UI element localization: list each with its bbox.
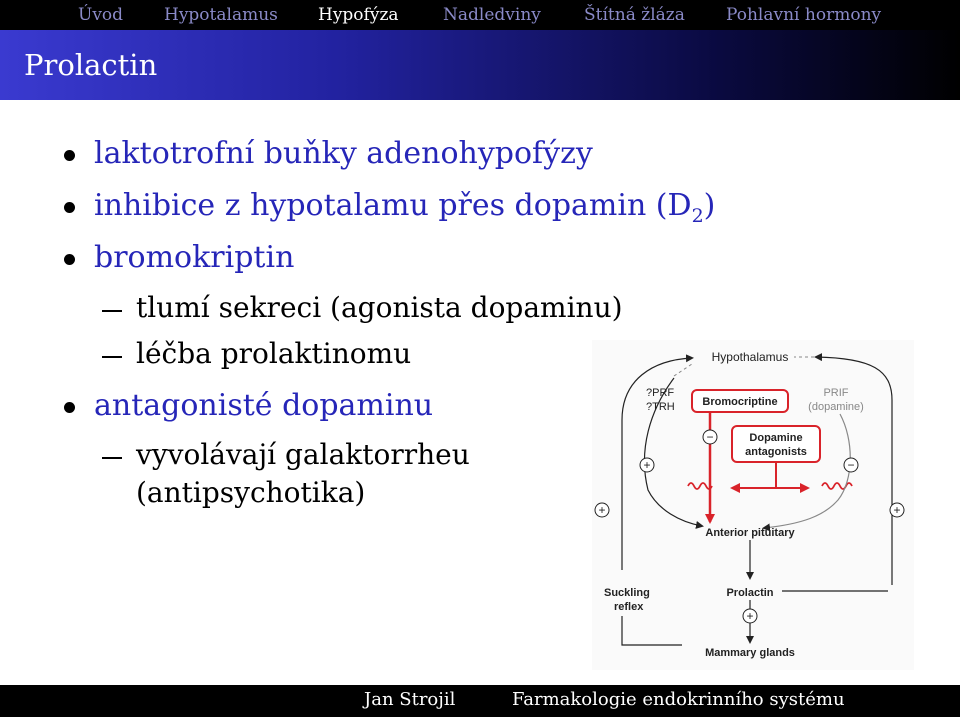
- receptor-squiggle-left: [688, 483, 712, 489]
- hypothalamus-label: Hypothalamus: [711, 350, 789, 364]
- bullet-dot-icon: [64, 254, 75, 265]
- nav-item-uvod[interactable]: Úvod: [78, 5, 124, 25]
- dashed-connector: [674, 364, 692, 376]
- anterior-pituitary-label: Anterior pituitary: [705, 527, 795, 539]
- footer-course: Farmakologie endokrinního systému: [512, 689, 845, 710]
- prolactin-regulation-diagram: [592, 340, 914, 670]
- nav-item-stitna-zlaza[interactable]: Štítná žláza: [584, 5, 685, 25]
- bullet-text: laktotrofní buňky adenohypofýzy: [94, 136, 593, 171]
- minus-sign: −: [847, 458, 855, 472]
- sub-bullet-text: tlumí sekreci (agonista dopaminu): [136, 291, 623, 324]
- sub-bullet-text: [136, 476, 365, 509]
- bullet-item: [94, 136, 593, 171]
- bullet-text-end: ): [703, 188, 716, 223]
- bullet-item: [94, 388, 433, 423]
- diagram-svg: [592, 340, 914, 670]
- plus-sign: +: [746, 609, 754, 623]
- sub-bullet-item: [136, 438, 470, 471]
- bullet-subscript: 2: [691, 205, 704, 227]
- suckling-label: Suckling: [604, 587, 650, 599]
- bullet-item: [94, 240, 294, 275]
- top-navigation: [0, 0, 960, 30]
- dopamine-antagonists-label-2: antagonists: [745, 446, 807, 458]
- nav-item-nadledviny[interactable]: Nadledviny: [443, 5, 541, 25]
- sub-bullet-text: vyvolávají galaktorrheu: [136, 438, 470, 471]
- trh-label: ?TRH: [646, 401, 675, 413]
- bullet-text: bromokriptin: [94, 240, 295, 275]
- title-bar: [0, 30, 960, 100]
- bullet-dot-icon: [64, 202, 75, 213]
- dash-icon: [102, 356, 122, 358]
- sub-bullet-text: léčba prolaktinomu: [136, 337, 412, 370]
- bullet-dot-icon: [64, 402, 75, 413]
- plus-sign: +: [598, 503, 606, 517]
- prif-dopamine-label: (dopamine): [808, 401, 864, 413]
- dash-icon: [102, 457, 122, 459]
- bullet-dot-icon: [64, 150, 75, 161]
- nav-item-pohlavni-hormony[interactable]: Pohlavní hormony: [726, 5, 882, 25]
- prf-label: ?PRF: [646, 387, 675, 399]
- sub-bullet-item: [136, 291, 623, 324]
- prif-label: PRIF: [823, 387, 849, 399]
- sub-bullet-item: [136, 337, 411, 370]
- bullet-text: antagonisté dopaminu: [94, 388, 434, 423]
- mammary-glands-label: Mammary glands: [705, 647, 795, 659]
- bullet-item: [94, 188, 715, 227]
- suckling-reflex-label: reflex: [614, 601, 644, 613]
- plus-sign: +: [893, 503, 901, 517]
- antagonist-arrow-left: [732, 462, 776, 488]
- bullet-text: inhibice z hypotalamu přes dopamin (D: [94, 188, 692, 223]
- footer-author: Jan Strojil: [364, 689, 456, 710]
- slide-title: Prolactin: [24, 48, 158, 82]
- receptor-squiggle-right: [822, 483, 852, 489]
- dash-icon: [102, 310, 122, 312]
- dopamine-antagonists-label: Dopamine: [749, 432, 803, 444]
- sub-bullet-continuation: (antipsychotika): [136, 476, 366, 509]
- suckling-connector: [622, 616, 682, 645]
- prolactin-label: Prolactin: [726, 587, 774, 599]
- plus-sign: +: [643, 458, 651, 472]
- nav-item-hypotalamus[interactable]: Hypotalamus: [164, 5, 278, 25]
- minus-sign: −: [706, 430, 714, 444]
- footer: [0, 685, 960, 717]
- bromocriptine-label: Bromocriptine: [702, 396, 778, 408]
- nav-item-hypofyza[interactable]: Hypofýza: [318, 5, 399, 25]
